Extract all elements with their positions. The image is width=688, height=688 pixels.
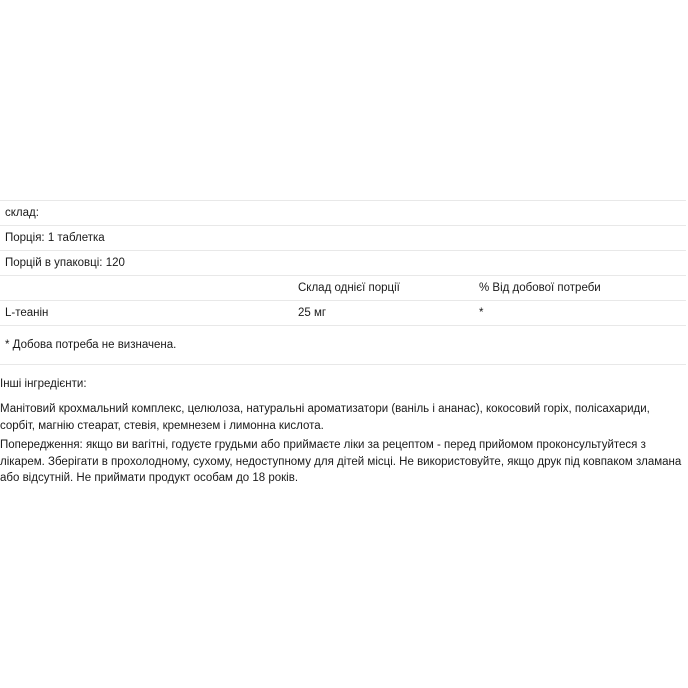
serving-size: Порція: 1 таблетка [5,232,105,244]
warning-text: Попередження: якщо ви вагітні, годуєте грудьми або приймаєте ліки за рецептом - перед прийомом проконсультуйтеся з лікарем. Зберігати в прохолодному, сухому, недоступному для дітей місці. Не використовуйте, якщо друк під ковпаком зламана або відсутній. Не приймати продукт особам до 18 років. [0,439,682,484]
composition-label: склад: [5,207,39,219]
footnote: * Добова потреба не визначена. [5,339,177,351]
servings-per-container: Порцій в упаковці: 120 [5,257,125,269]
ingredient-daily-value: * [479,307,484,319]
table-row [0,300,686,325]
column-header-row [0,275,686,300]
supplement-facts-table [0,200,686,365]
other-ingredients-title: Інші інгредієнти: [0,378,87,390]
footnote-row [0,325,686,365]
column-header-per-serving: Склад однієї порції [298,282,400,294]
composition-row [0,200,686,225]
ingredient-name: L-теанін [5,307,49,319]
serving-size-row [0,225,686,250]
ingredient-amount: 25 мг [298,307,327,319]
servings-per-container-row [0,250,686,275]
column-header-daily-value: % Від добової потреби [479,282,601,294]
other-ingredients-text: Манітовий крохмальний комплекс, целюлоза, натуральні ароматизатори (ваніль і ананас), кокосовий горіх, полісахариди, сорбіт, магнію стеарат, стевія, кремнезем і лимонна кислота. [0,403,650,432]
